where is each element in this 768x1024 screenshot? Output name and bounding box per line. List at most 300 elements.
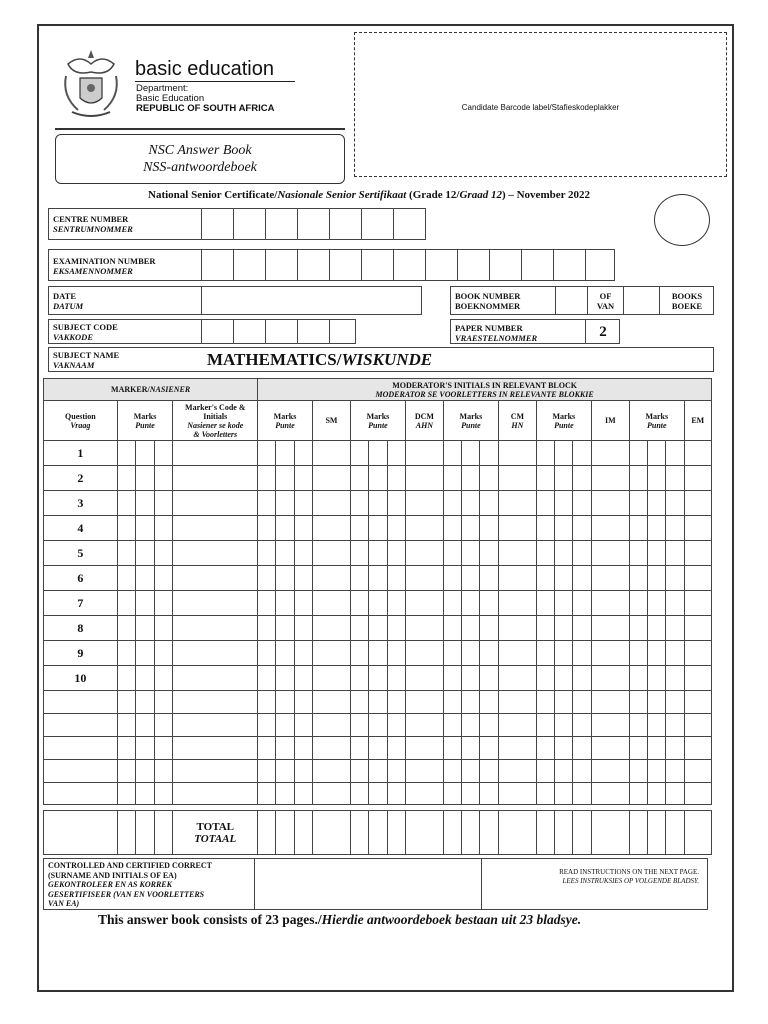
mark-cell[interactable]	[135, 691, 154, 714]
mark-cell[interactable]	[573, 714, 591, 737]
mark-cell[interactable]	[498, 616, 536, 641]
mark-cell[interactable]	[405, 441, 443, 466]
mark-cell[interactable]	[498, 666, 536, 691]
mark-cell[interactable]	[498, 714, 536, 737]
mark-cell[interactable]	[591, 714, 629, 737]
book-number-input[interactable]	[555, 287, 587, 314]
mark-cell[interactable]	[135, 441, 154, 466]
mark-cell[interactable]	[117, 491, 135, 516]
mark-cell[interactable]	[351, 491, 369, 516]
mark-cell[interactable]	[537, 783, 555, 805]
mark-cell[interactable]	[276, 714, 294, 737]
mark-cell[interactable]	[630, 760, 648, 783]
mark-cell[interactable]	[591, 591, 629, 616]
mark-cell[interactable]	[591, 783, 629, 805]
mark-cell[interactable]	[369, 516, 387, 541]
mark-cell[interactable]	[537, 737, 555, 760]
mark-cell[interactable]	[351, 441, 369, 466]
mark-cell[interactable]	[573, 666, 591, 691]
mark-cell[interactable]	[155, 441, 173, 466]
mark-cell[interactable]	[258, 516, 276, 541]
mark-cell[interactable]	[498, 783, 536, 805]
mark-cell[interactable]	[591, 641, 629, 666]
mark-cell[interactable]	[591, 441, 629, 466]
mark-cell[interactable]	[498, 516, 536, 541]
mark-cell[interactable]	[117, 783, 135, 805]
mark-cell[interactable]	[135, 591, 154, 616]
mark-cell[interactable]	[312, 760, 350, 783]
mark-cell[interactable]	[135, 641, 154, 666]
mark-cell[interactable]	[591, 491, 629, 516]
mark-cell[interactable]	[630, 666, 648, 691]
mark-cell[interactable]	[666, 541, 684, 566]
mark-cell[interactable]	[405, 466, 443, 491]
mark-cell[interactable]	[258, 783, 276, 805]
mark-cell[interactable]	[387, 641, 405, 666]
mark-cell[interactable]	[498, 441, 536, 466]
mark-cell[interactable]	[498, 691, 536, 714]
mark-cell[interactable]	[351, 783, 369, 805]
mark-cell[interactable]	[537, 691, 555, 714]
books-total-input[interactable]	[623, 287, 659, 314]
mark-cell[interactable]	[294, 516, 312, 541]
mark-cell[interactable]	[648, 516, 666, 541]
mark-cell[interactable]	[462, 691, 480, 714]
mark-cell[interactable]	[684, 666, 711, 691]
mark-cell[interactable]	[117, 691, 135, 714]
mark-cell[interactable]	[573, 541, 591, 566]
mark-cell[interactable]	[648, 714, 666, 737]
mark-cell[interactable]	[444, 760, 462, 783]
mark-cell[interactable]	[480, 591, 498, 616]
mark-cell[interactable]	[684, 441, 711, 466]
mark-cell[interactable]	[684, 541, 711, 566]
mark-cell[interactable]	[369, 666, 387, 691]
mark-cell[interactable]	[573, 516, 591, 541]
mark-cell[interactable]	[480, 441, 498, 466]
centre-number-cells[interactable]	[201, 209, 425, 239]
mark-cell[interactable]	[117, 591, 135, 616]
mark-cell[interactable]	[480, 616, 498, 641]
mark-cell[interactable]	[173, 691, 258, 714]
mark-cell[interactable]	[630, 591, 648, 616]
mark-cell[interactable]	[117, 516, 135, 541]
mark-cell[interactable]	[648, 641, 666, 666]
mark-cell[interactable]	[591, 760, 629, 783]
mark-cell[interactable]	[312, 666, 350, 691]
mark-cell[interactable]	[498, 566, 536, 591]
mark-cell[interactable]	[537, 541, 555, 566]
mark-cell[interactable]	[312, 714, 350, 737]
mark-cell[interactable]	[630, 491, 648, 516]
mark-cell[interactable]	[155, 666, 173, 691]
mark-cell[interactable]	[405, 566, 443, 591]
barcode-label-area[interactable]	[354, 32, 727, 177]
mark-cell[interactable]	[312, 616, 350, 641]
mark-cell[interactable]	[498, 466, 536, 491]
mark-cell[interactable]	[258, 641, 276, 666]
mark-cell[interactable]	[276, 760, 294, 783]
mark-cell[interactable]	[555, 714, 573, 737]
mark-cell[interactable]	[555, 760, 573, 783]
mark-cell[interactable]	[258, 466, 276, 491]
mark-cell[interactable]	[117, 666, 135, 691]
mark-cell[interactable]	[351, 616, 369, 641]
mark-cell[interactable]	[480, 714, 498, 737]
mark-cell[interactable]	[258, 541, 276, 566]
mark-cell[interactable]	[135, 783, 154, 805]
mark-cell[interactable]	[591, 691, 629, 714]
mark-cell[interactable]	[405, 783, 443, 805]
mark-cell[interactable]	[294, 714, 312, 737]
mark-cell[interactable]	[173, 541, 258, 566]
mark-cell[interactable]	[351, 466, 369, 491]
mark-cell[interactable]	[117, 566, 135, 591]
mark-cell[interactable]	[648, 737, 666, 760]
mark-cell[interactable]	[462, 783, 480, 805]
mark-cell[interactable]	[258, 760, 276, 783]
mark-cell[interactable]	[258, 591, 276, 616]
mark-cell[interactable]	[462, 616, 480, 641]
mark-cell[interactable]	[276, 541, 294, 566]
mark-cell[interactable]	[444, 466, 462, 491]
mark-cell[interactable]	[351, 714, 369, 737]
mark-cell[interactable]	[555, 616, 573, 641]
mark-cell[interactable]	[462, 516, 480, 541]
mark-cell[interactable]	[173, 641, 258, 666]
mark-cell[interactable]	[630, 691, 648, 714]
mark-cell[interactable]	[294, 760, 312, 783]
mark-cell[interactable]	[405, 737, 443, 760]
mark-cell[interactable]	[648, 760, 666, 783]
mark-cell[interactable]	[444, 566, 462, 591]
mark-cell[interactable]	[312, 737, 350, 760]
mark-cell[interactable]	[555, 591, 573, 616]
mark-cell[interactable]	[155, 566, 173, 591]
mark-cell[interactable]	[630, 641, 648, 666]
mark-cell[interactable]	[135, 760, 154, 783]
mark-cell[interactable]	[312, 591, 350, 616]
mark-cell[interactable]	[444, 616, 462, 641]
mark-cell[interactable]	[173, 491, 258, 516]
mark-cell[interactable]	[630, 783, 648, 805]
mark-cell[interactable]	[462, 666, 480, 691]
mark-cell[interactable]	[173, 737, 258, 760]
mark-cell[interactable]	[444, 714, 462, 737]
mark-cell[interactable]	[117, 641, 135, 666]
mark-cell[interactable]	[555, 783, 573, 805]
mark-cell[interactable]	[480, 641, 498, 666]
mark-cell[interactable]	[573, 441, 591, 466]
mark-cell[interactable]	[405, 616, 443, 641]
mark-cell[interactable]	[630, 466, 648, 491]
mark-cell[interactable]	[555, 641, 573, 666]
mark-cell[interactable]	[117, 541, 135, 566]
mark-cell[interactable]	[462, 441, 480, 466]
mark-cell[interactable]	[276, 616, 294, 641]
mark-cell[interactable]	[537, 616, 555, 641]
mark-cell[interactable]	[684, 760, 711, 783]
mark-cell[interactable]	[666, 491, 684, 516]
mark-cell[interactable]	[498, 541, 536, 566]
mark-cell[interactable]	[173, 616, 258, 641]
mark-cell[interactable]	[555, 441, 573, 466]
mark-cell[interactable]	[294, 691, 312, 714]
mark-cell[interactable]	[258, 691, 276, 714]
mark-cell[interactable]	[351, 641, 369, 666]
mark-cell[interactable]	[173, 441, 258, 466]
mark-cell[interactable]	[117, 616, 135, 641]
mark-cell[interactable]	[444, 641, 462, 666]
mark-cell[interactable]	[480, 566, 498, 591]
mark-cell[interactable]	[312, 441, 350, 466]
mark-cell[interactable]	[444, 491, 462, 516]
subject-code-cells[interactable]	[201, 320, 360, 343]
mark-cell[interactable]	[537, 491, 555, 516]
mark-cell[interactable]	[444, 691, 462, 714]
mark-cell[interactable]	[155, 491, 173, 516]
mark-cell[interactable]	[648, 441, 666, 466]
mark-cell[interactable]	[387, 541, 405, 566]
mark-cell[interactable]	[155, 541, 173, 566]
mark-cell[interactable]	[498, 760, 536, 783]
mark-cell[interactable]	[155, 616, 173, 641]
mark-cell[interactable]	[369, 691, 387, 714]
mark-cell[interactable]	[462, 566, 480, 591]
mark-cell[interactable]	[369, 714, 387, 737]
mark-cell[interactable]	[480, 541, 498, 566]
mark-cell[interactable]	[369, 541, 387, 566]
mark-cell[interactable]	[462, 466, 480, 491]
mark-cell[interactable]	[387, 441, 405, 466]
mark-cell[interactable]	[387, 591, 405, 616]
mark-cell[interactable]	[155, 691, 173, 714]
mark-cell[interactable]	[155, 516, 173, 541]
mark-cell[interactable]	[405, 760, 443, 783]
mark-cell[interactable]	[537, 591, 555, 616]
mark-cell[interactable]	[444, 737, 462, 760]
mark-cell[interactable]	[462, 714, 480, 737]
mark-cell[interactable]	[555, 666, 573, 691]
mark-cell[interactable]	[573, 491, 591, 516]
mark-cell[interactable]	[462, 737, 480, 760]
mark-cell[interactable]	[462, 760, 480, 783]
mark-cell[interactable]	[666, 760, 684, 783]
mark-cell[interactable]	[351, 591, 369, 616]
mark-cell[interactable]	[312, 641, 350, 666]
mark-cell[interactable]	[117, 737, 135, 760]
mark-cell[interactable]	[312, 466, 350, 491]
mark-cell[interactable]	[555, 466, 573, 491]
mark-cell[interactable]	[135, 491, 154, 516]
mark-cell[interactable]	[173, 714, 258, 737]
mark-cell[interactable]	[351, 666, 369, 691]
mark-cell[interactable]	[294, 783, 312, 805]
mark-cell[interactable]	[117, 466, 135, 491]
mark-cell[interactable]	[351, 516, 369, 541]
mark-cell[interactable]	[666, 616, 684, 641]
mark-cell[interactable]	[155, 714, 173, 737]
mark-cell[interactable]	[666, 516, 684, 541]
mark-cell[interactable]	[537, 566, 555, 591]
mark-cell[interactable]	[555, 541, 573, 566]
mark-cell[interactable]	[294, 491, 312, 516]
mark-cell[interactable]	[684, 641, 711, 666]
mark-cell[interactable]	[537, 714, 555, 737]
mark-cell[interactable]	[117, 441, 135, 466]
certified-signature-field[interactable]	[254, 859, 482, 909]
mark-cell[interactable]	[294, 641, 312, 666]
mark-cell[interactable]	[648, 691, 666, 714]
mark-cell[interactable]	[351, 760, 369, 783]
mark-cell[interactable]	[155, 591, 173, 616]
mark-cell[interactable]	[444, 441, 462, 466]
mark-cell[interactable]	[684, 616, 711, 641]
mark-cell[interactable]	[666, 783, 684, 805]
mark-cell[interactable]	[648, 666, 666, 691]
mark-cell[interactable]	[258, 441, 276, 466]
mark-cell[interactable]	[555, 737, 573, 760]
mark-cell[interactable]	[276, 783, 294, 805]
mark-cell[interactable]	[498, 641, 536, 666]
mark-cell[interactable]	[405, 691, 443, 714]
mark-cell[interactable]	[294, 591, 312, 616]
mark-cell[interactable]	[666, 666, 684, 691]
mark-cell[interactable]	[369, 616, 387, 641]
mark-cell[interactable]	[666, 691, 684, 714]
mark-cell[interactable]	[480, 691, 498, 714]
mark-cell[interactable]	[444, 591, 462, 616]
mark-cell[interactable]	[387, 666, 405, 691]
mark-cell[interactable]	[276, 441, 294, 466]
mark-cell[interactable]	[462, 591, 480, 616]
mark-cell[interactable]	[387, 760, 405, 783]
mark-cell[interactable]	[351, 737, 369, 760]
mark-cell[interactable]	[684, 691, 711, 714]
mark-cell[interactable]	[573, 691, 591, 714]
mark-cell[interactable]	[573, 737, 591, 760]
mark-cell[interactable]	[276, 566, 294, 591]
mark-cell[interactable]	[648, 616, 666, 641]
mark-cell[interactable]	[405, 666, 443, 691]
mark-cell[interactable]	[312, 566, 350, 591]
mark-cell[interactable]	[312, 491, 350, 516]
mark-cell[interactable]	[135, 516, 154, 541]
mark-cell[interactable]	[405, 541, 443, 566]
mark-cell[interactable]	[573, 616, 591, 641]
mark-cell[interactable]	[258, 666, 276, 691]
mark-cell[interactable]	[684, 737, 711, 760]
mark-cell[interactable]	[444, 516, 462, 541]
mark-cell[interactable]	[312, 541, 350, 566]
mark-cell[interactable]	[630, 714, 648, 737]
mark-cell[interactable]	[294, 566, 312, 591]
mark-cell[interactable]	[666, 641, 684, 666]
mark-cell[interactable]	[666, 737, 684, 760]
mark-cell[interactable]	[648, 566, 666, 591]
mark-cell[interactable]	[666, 466, 684, 491]
mark-cell[interactable]	[573, 783, 591, 805]
mark-cell[interactable]	[537, 466, 555, 491]
mark-cell[interactable]	[276, 591, 294, 616]
mark-cell[interactable]	[294, 441, 312, 466]
mark-cell[interactable]	[630, 566, 648, 591]
mark-cell[interactable]	[555, 516, 573, 541]
mark-cell[interactable]	[369, 760, 387, 783]
mark-cell[interactable]	[462, 541, 480, 566]
mark-cell[interactable]	[684, 591, 711, 616]
mark-cell[interactable]	[351, 566, 369, 591]
mark-cell[interactable]	[591, 516, 629, 541]
mark-cell[interactable]	[135, 466, 154, 491]
mark-cell[interactable]	[173, 783, 258, 805]
exam-number-cells[interactable]	[201, 250, 616, 280]
mark-cell[interactable]	[684, 566, 711, 591]
mark-cell[interactable]	[684, 516, 711, 541]
mark-cell[interactable]	[173, 566, 258, 591]
mark-cell[interactable]	[591, 466, 629, 491]
mark-cell[interactable]	[369, 591, 387, 616]
mark-cell[interactable]	[498, 491, 536, 516]
mark-cell[interactable]	[369, 466, 387, 491]
mark-cell[interactable]	[276, 641, 294, 666]
mark-cell[interactable]	[294, 541, 312, 566]
mark-cell[interactable]	[387, 516, 405, 541]
mark-cell[interactable]	[117, 714, 135, 737]
mark-cell[interactable]	[155, 641, 173, 666]
mark-cell[interactable]	[630, 441, 648, 466]
mark-cell[interactable]	[573, 591, 591, 616]
mark-cell[interactable]	[462, 641, 480, 666]
mark-cell[interactable]	[155, 783, 173, 805]
mark-cell[interactable]	[351, 691, 369, 714]
mark-cell[interactable]	[258, 566, 276, 591]
mark-cell[interactable]	[155, 466, 173, 491]
mark-cell[interactable]	[387, 737, 405, 760]
mark-cell[interactable]	[369, 783, 387, 805]
mark-cell[interactable]	[648, 466, 666, 491]
mark-cell[interactable]	[480, 516, 498, 541]
mark-cell[interactable]	[294, 466, 312, 491]
mark-cell[interactable]	[135, 566, 154, 591]
mark-cell[interactable]	[573, 466, 591, 491]
mark-cell[interactable]	[537, 441, 555, 466]
mark-cell[interactable]	[648, 491, 666, 516]
mark-cell[interactable]	[276, 737, 294, 760]
mark-cell[interactable]	[276, 491, 294, 516]
mark-cell[interactable]	[369, 566, 387, 591]
mark-cell[interactable]	[294, 737, 312, 760]
mark-cell[interactable]	[294, 666, 312, 691]
mark-cell[interactable]	[135, 541, 154, 566]
mark-cell[interactable]	[387, 783, 405, 805]
mark-cell[interactable]	[405, 641, 443, 666]
mark-cell[interactable]	[369, 441, 387, 466]
mark-cell[interactable]	[462, 491, 480, 516]
mark-cell[interactable]	[684, 714, 711, 737]
mark-cell[interactable]	[312, 516, 350, 541]
mark-cell[interactable]	[648, 541, 666, 566]
mark-cell[interactable]	[648, 783, 666, 805]
mark-cell[interactable]	[591, 566, 629, 591]
mark-cell[interactable]	[537, 760, 555, 783]
mark-cell[interactable]	[387, 466, 405, 491]
mark-cell[interactable]	[573, 760, 591, 783]
mark-cell[interactable]	[173, 591, 258, 616]
mark-cell[interactable]	[591, 737, 629, 760]
mark-cell[interactable]	[405, 591, 443, 616]
mark-cell[interactable]	[591, 666, 629, 691]
